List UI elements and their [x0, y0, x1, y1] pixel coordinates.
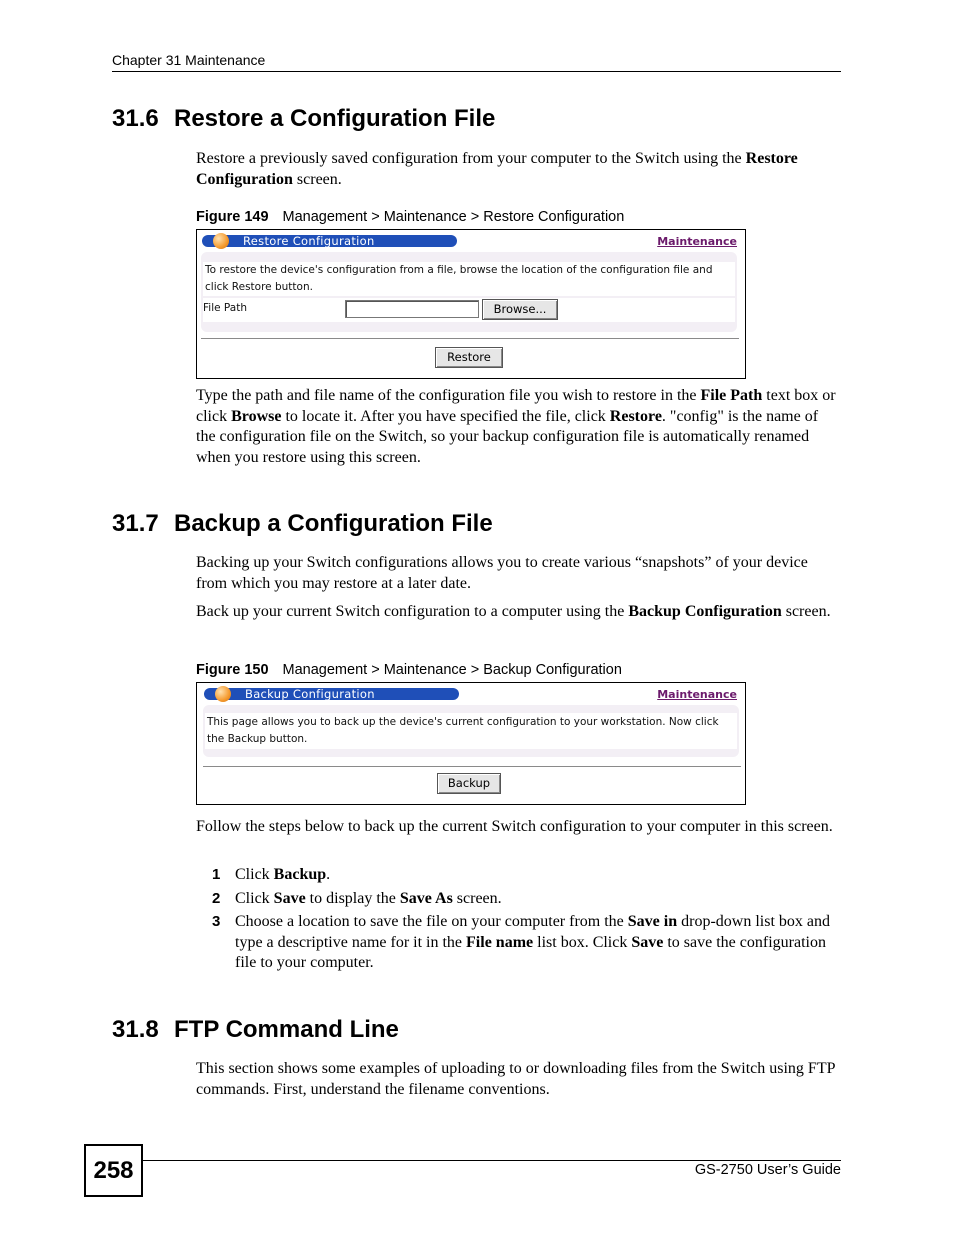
screen-title: Backup Configuration [245, 687, 375, 701]
step-1 [212, 865, 841, 886]
header-rule [112, 71, 841, 72]
backup-description: This page allows you to back up the device's current configuration to your workstation. Now click the Backup button. [207, 716, 719, 745]
text: Click [235, 866, 274, 883]
step-text [235, 912, 841, 974]
text: Back up your current Switch configuration to a computer using the [196, 603, 629, 620]
backup-button[interactable]: Backup [437, 773, 501, 794]
restore-intro [196, 149, 841, 190]
step-3 [212, 912, 841, 974]
figure-label: Figure 149 [196, 209, 269, 225]
file-path-label: File Path [203, 302, 247, 314]
text: . [326, 866, 331, 883]
section-number: 31.8 [112, 1016, 159, 1043]
step-2 [212, 889, 841, 910]
restore-button[interactable]: Restore [435, 347, 503, 368]
text: to display the [305, 890, 400, 907]
backup-panel [203, 705, 739, 757]
title-orb-icon [213, 233, 229, 249]
guide-title: GS-2750 User’s Guide [694, 1162, 841, 1178]
bold-text: Restore [609, 407, 662, 425]
text: Type the path and file name of the configuration file you wish to restore in the [196, 387, 701, 404]
bold-text: Backup Configuration [628, 603, 782, 620]
section-heading-31-8 [112, 1016, 399, 1044]
ftp-intro: This section shows some examples of uploading to or downloading files from the Switch using FTP commands. First, understand the filename conventions. [196, 1060, 835, 1098]
section-title: FTP Command Line [174, 1016, 399, 1043]
text: screen. [781, 603, 831, 620]
maintenance-link[interactable]: Maintenance [657, 235, 737, 248]
step-number: 3 [212, 913, 221, 930]
text: list box. Click [533, 933, 632, 951]
description-area [205, 713, 737, 749]
bold-text: Browse [231, 407, 282, 425]
step-text [235, 865, 841, 886]
browse-button[interactable]: Browse... [482, 299, 558, 320]
figure-caption-149 [196, 209, 624, 225]
section-number: 31.7 [112, 510, 159, 537]
restore-description: To restore the device's configuration from a file, browse the location of the configuration file and click Restore button. [205, 264, 713, 293]
footer-rule [141, 1160, 841, 1161]
file-path-row [203, 298, 735, 322]
restore-instructions [196, 386, 841, 468]
section-title: Restore a Configuration File [174, 105, 496, 132]
description-area [203, 262, 735, 296]
bold-text: Backup [273, 866, 327, 883]
screen-title: Restore Configuration [243, 234, 375, 248]
text: to locate it. After you have specified the file, click [281, 407, 610, 425]
text: drop-down list box and type a descriptive name for it in the [235, 913, 830, 951]
restore-panel [201, 252, 737, 332]
bold-text: Save [273, 890, 306, 907]
figure-caption-text: Management > Maintenance > Restore Configuration [282, 209, 625, 225]
file-path-input[interactable] [345, 300, 479, 318]
chapter-header: Chapter 31 Maintenance [112, 52, 266, 68]
divider [203, 766, 741, 767]
text: Restore a previously saved configuration from your computer to the Switch using the [196, 150, 746, 167]
bold-text: Save As [399, 890, 453, 907]
restore-configuration-screenshot [196, 229, 746, 379]
divider [201, 338, 739, 339]
text: screen. [452, 890, 502, 907]
section-title: Backup a Configuration File [174, 510, 493, 537]
bold-text: File name [466, 933, 534, 951]
page-number: 258 [84, 1144, 143, 1197]
backup-instruction [196, 602, 841, 623]
text: screen. [292, 170, 342, 188]
backup-configuration-screenshot [196, 682, 746, 805]
step-number: 2 [212, 890, 221, 907]
backup-intro: Backing up your Switch configurations allows you to create various “snapshots” of your device from which you may restore at a later date. [196, 554, 808, 592]
bold-text: Save [631, 933, 664, 951]
figure-caption-150 [196, 662, 622, 678]
bold-text: File Path [700, 387, 763, 404]
text: Choose a location to save the file on your computer from the [235, 913, 628, 930]
bold-text: Save in [627, 913, 678, 930]
maintenance-link[interactable]: Maintenance [657, 688, 737, 701]
text: Click [235, 890, 274, 907]
text: text box or click [196, 387, 836, 425]
figure-label: Figure 150 [196, 662, 269, 678]
figure-caption-text: Management > Maintenance > Backup Configuration [282, 662, 622, 678]
step-number: 1 [212, 866, 221, 883]
section-heading-31-6 [112, 105, 495, 133]
bold-text: Restore Configuration [196, 150, 798, 188]
section-heading-31-7 [112, 510, 493, 538]
step-text [235, 889, 841, 910]
section-number: 31.6 [112, 105, 159, 132]
follow-steps-text: Follow the steps below to back up the current Switch configuration to your computer in this screen. [196, 818, 833, 835]
text: to save the configuration file to your computer. [235, 933, 826, 971]
text: . "config" is the name of the configuration file on the Switch, so your backup configuration file is automatically renamed when you restore using this screen. [196, 407, 819, 466]
title-orb-icon [215, 686, 231, 702]
